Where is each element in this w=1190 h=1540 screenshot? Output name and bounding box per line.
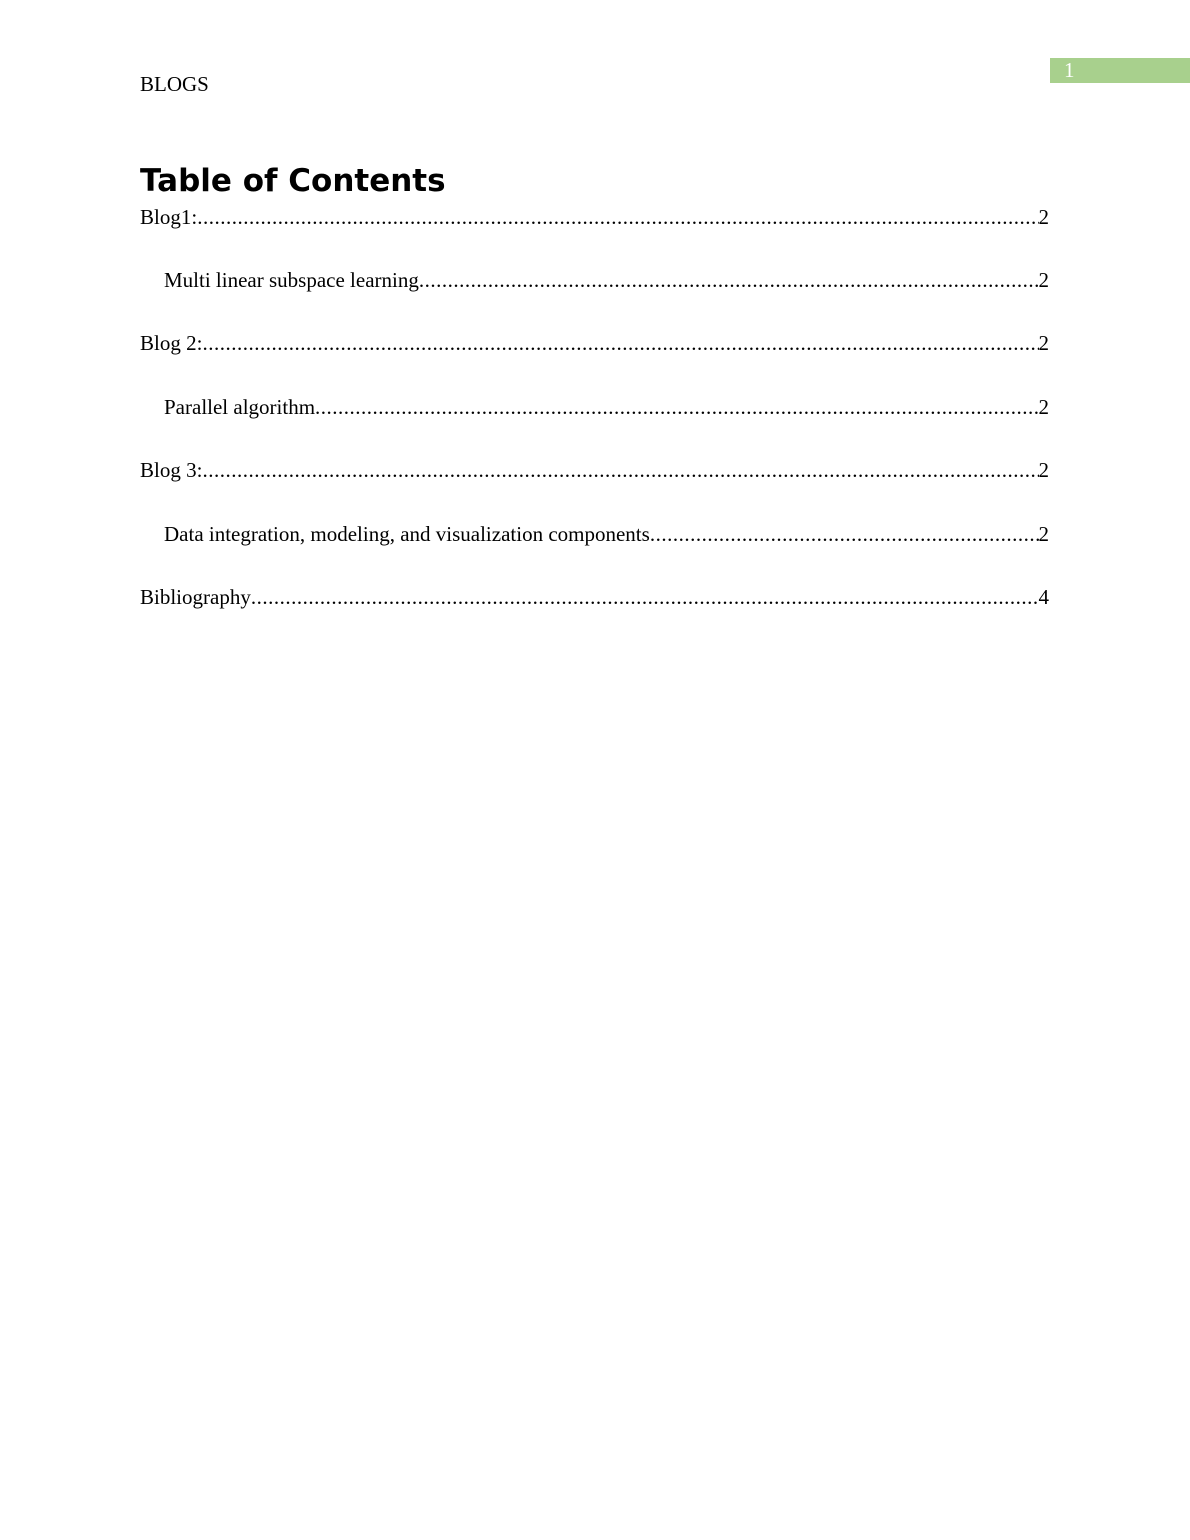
page-number: 1	[1064, 58, 1075, 82]
toc-entry-page: 2	[1038, 268, 1049, 292]
toc-entry-page: 2	[1038, 458, 1049, 482]
toc-dot-leader	[197, 202, 1038, 232]
toc-entry-text: Data integration, modeling, and visualization components	[164, 522, 650, 546]
toc-entry-text: Bibliography	[140, 585, 251, 609]
toc-entry-text: Blog 2:	[140, 331, 203, 355]
toc-dot-leader	[650, 519, 1039, 549]
page-number-badge	[1050, 58, 1190, 83]
toc-entry-page: 2	[1038, 395, 1049, 419]
toc-entry-data-integration[interactable]	[164, 519, 1049, 549]
toc-entry-page: 2	[1038, 331, 1049, 355]
toc-dot-leader	[202, 328, 1038, 358]
toc-entry-page: 4	[1038, 585, 1049, 609]
running-header: BLOGS	[140, 72, 209, 96]
toc-dot-leader	[315, 392, 1038, 422]
toc-entry-text: Blog1:	[140, 205, 198, 229]
toc-dot-leader	[251, 582, 1039, 612]
toc-entry-page: 2	[1038, 205, 1049, 229]
toc-entry-text: Blog 3:	[140, 458, 203, 482]
toc-entry-blog1[interactable]	[140, 202, 1049, 232]
toc-entry-multilinear-subspace-learning[interactable]	[164, 265, 1049, 295]
toc-title: Table of Contents	[140, 163, 446, 199]
toc-entry-bibliography[interactable]	[140, 582, 1049, 612]
toc-entry-text: Parallel algorithm	[164, 395, 316, 419]
toc-dot-leader	[202, 455, 1038, 485]
toc-dot-leader	[419, 265, 1039, 295]
toc-entry-parallel-algorithm[interactable]	[164, 392, 1049, 422]
toc-entry-blog2[interactable]	[140, 328, 1049, 358]
toc-entry-text: Multi linear subspace learning	[164, 268, 419, 292]
toc-entry-page: 2	[1038, 522, 1049, 546]
toc-entry-blog3[interactable]	[140, 455, 1049, 485]
